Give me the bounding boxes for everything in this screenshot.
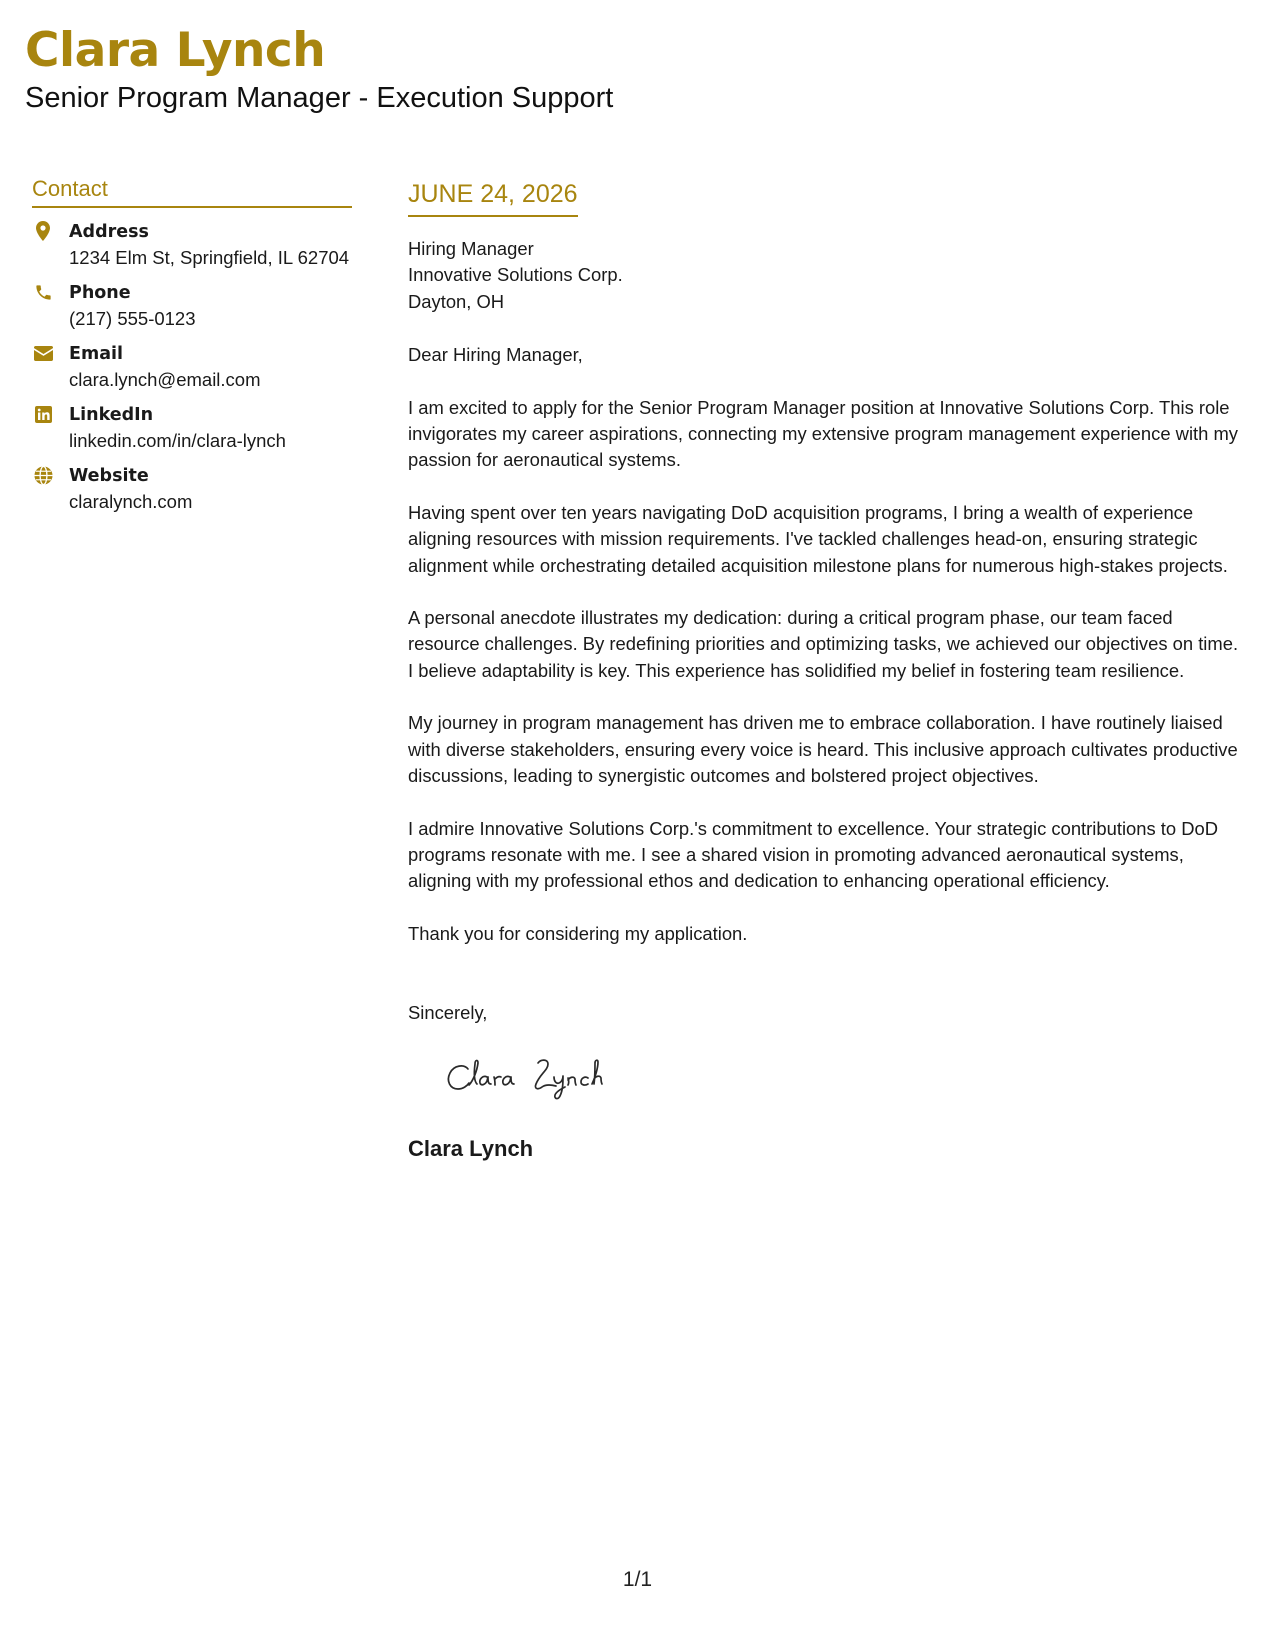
- handwritten-signature: [442, 1047, 1248, 1115]
- map-pin-icon: [32, 220, 54, 242]
- contact-item-linkedin: [32, 403, 352, 453]
- paragraph: I am excited to apply for the Senior Program Manager position at Innovative Solutions Corp. This role invigorates my career aspirations, connecting my extensive program management experience with my passion for aeronautical systems.: [408, 396, 1239, 471]
- linkedin-icon: [32, 403, 54, 425]
- contact-heading: Contact: [32, 175, 352, 208]
- contact-value-website: claralynch.com: [69, 491, 193, 512]
- contact-value-email: clara.lynch@email.com: [69, 369, 261, 390]
- page-number: 1/1: [622, 1568, 653, 1591]
- recipient-title: Hiring Manager: [408, 238, 534, 259]
- envelope-icon: [32, 342, 54, 364]
- letter-date: JUNE 24, 2026: [408, 178, 578, 217]
- recipient-location: Dayton, OH: [408, 290, 505, 312]
- contact-label-email: Email: [69, 344, 123, 364]
- paragraph: I admire Innovative Solutions Corp.'s commitment to excellence. Your strategic contributions to DoD programs resonate with me. I see a shared vision in promoting advanced aeronautical systems, aligning with my professional ethos and dedication to enhancing operational efficiency.: [408, 817, 1219, 892]
- letter-header: [25, 22, 613, 116]
- recipient-company: Innovative Solutions Corp.: [408, 264, 623, 286]
- applicant-role: Senior Program Manager - Execution Support: [25, 82, 614, 114]
- contact-item-phone: [32, 281, 352, 331]
- contact-label-linkedin: LinkedIn: [69, 405, 154, 425]
- salutation: Dear Hiring Manager,: [408, 344, 583, 366]
- contact-label-phone: Phone: [69, 283, 131, 303]
- contact-label-website: Website: [69, 466, 149, 486]
- contact-item-website: [32, 464, 352, 514]
- contact-label-address: Address: [69, 222, 149, 242]
- applicant-name: Clara Lynch: [25, 23, 326, 78]
- paragraph: My journey in program management has driven me to embrace collaboration. I have routinely liaised with diverse stakeholders, ensuring every voice is heard. This inclusive approach cultivates productive discussions, leading to synergistic outcomes and bolstered project objectives.: [408, 712, 1238, 787]
- phone-icon: [32, 281, 54, 303]
- signer-name: Clara Lynch: [408, 1135, 534, 1161]
- paragraph: A personal anecdote illustrates my dedication: during a critical program phase, our team faced resource challenges. By redefining priorities and optimizing tasks, we achieved our objectives on time. I believe adaptability is key. This experience has solidified my belief in fostering team resilience.: [408, 607, 1239, 681]
- recipient-block: [408, 236, 1248, 315]
- closing: Sincerely,: [408, 1002, 488, 1024]
- contact-value-address: 1234 Elm St, Springfield, IL 62704: [69, 247, 350, 268]
- paragraph: Having spent over ten years navigating DoD acquisition programs, I bring a wealth of experience aligning resources with mission requirements. I've tackled challenges head-on, ensuring strategic alignment while orchestrating detailed acquisition milestone plans for numerous high-stakes projects.: [408, 501, 1228, 576]
- contact-value-phone: (217) 555-0123: [69, 308, 196, 329]
- paragraph: Thank you for considering my application.: [408, 922, 748, 944]
- globe-icon: [32, 464, 54, 486]
- contact-item-address: [32, 220, 352, 270]
- contact-item-email: [32, 342, 352, 392]
- contact-sidebar: [32, 175, 352, 525]
- letter-body: [408, 178, 1248, 1163]
- contact-value-linkedin: linkedin.com/in/clara-lynch: [69, 430, 286, 451]
